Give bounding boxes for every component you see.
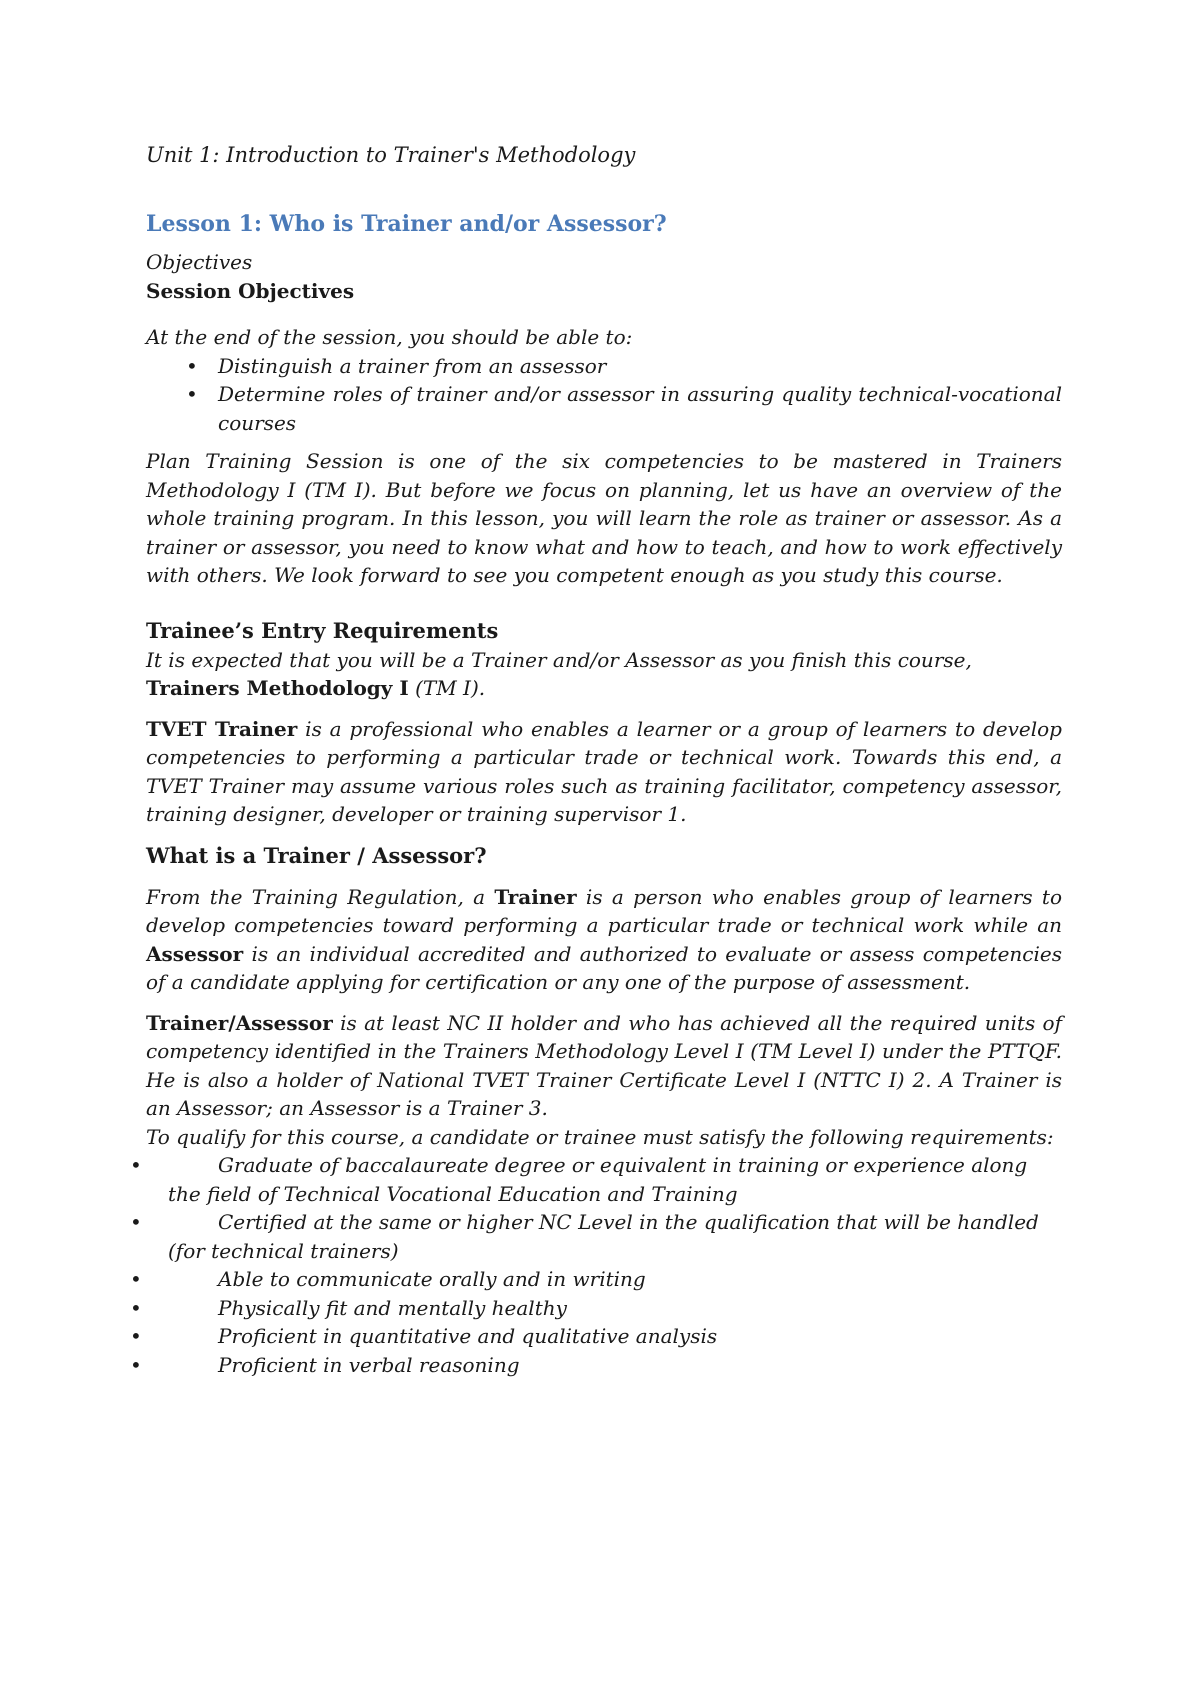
requirements-list bbox=[130, 1151, 1062, 1379]
unit-title: Unit 1: Introduction to Trainer's Methodology bbox=[146, 143, 636, 167]
bullet-icon: • bbox=[130, 1352, 142, 1377]
list-item bbox=[146, 352, 1062, 381]
qualification-paragraph bbox=[146, 1009, 1062, 1123]
list-item bbox=[146, 380, 1062, 437]
document-page bbox=[130, 140, 1062, 1379]
entry-requirements-lead bbox=[146, 646, 1062, 703]
what-is-heading: What is a Trainer / Assessor? bbox=[146, 842, 487, 868]
requirement-text: Proficient in quantitative and qualitative analysis bbox=[218, 1324, 718, 1348]
requirement-text: Able to communicate orally and in writing bbox=[218, 1267, 646, 1291]
list-item bbox=[130, 1208, 1062, 1265]
list-item bbox=[130, 1151, 1062, 1208]
qualify-line: To qualify for this course, a candidate or trainee must satisfy the following requirements: bbox=[146, 1124, 1054, 1149]
trainer-term: Trainer bbox=[494, 884, 577, 909]
bullet-icon: • bbox=[186, 382, 198, 406]
bullet-icon: • bbox=[130, 1210, 142, 1234]
course-name: Trainers Methodology I bbox=[146, 676, 409, 700]
trainer-assessor-term: Trainer/Assessor bbox=[146, 1010, 333, 1035]
requirement-text: Proficient in verbal reasoning bbox=[218, 1352, 520, 1377]
list-item bbox=[130, 1351, 1062, 1380]
definition-text: From the Training Regulation, a bbox=[146, 884, 495, 909]
bullet-icon: • bbox=[130, 1295, 142, 1320]
course-tail: (TM I). bbox=[408, 676, 486, 700]
assessor-term: Assessor bbox=[146, 941, 244, 966]
definition-text: is an individual accredited and authorized to evaluate or assess competencies of a candidate applying for certification or any one of the purpose of assessment. bbox=[146, 941, 1062, 994]
list-item bbox=[130, 1265, 1062, 1294]
list-item bbox=[130, 1322, 1062, 1351]
definition-text: is a person who enables group of learners to develop competencies toward performing a particular trade or technical work while an bbox=[146, 884, 1062, 937]
overview-paragraph: Plan Training Session is one of the six competencies to be mastered in Trainers Methodology I (TM I). But before we focus on planning, let us have an overview of the whole training program. In this lesson, you will learn the role as trainer or assessor. As a trainer or assessor, you need to know what and how to teach, and how to work effectively with others. We look forward to see you competent enough as you study this course. bbox=[146, 449, 1062, 587]
tvet-paragraph bbox=[146, 715, 1062, 829]
qualification-text: is at least NC II holder and who has achieved all the required units of competency identified in the Trainers Methodology Level I (TM Level I) under the PTTQF. He is also a holder of National TVET Trainer Certificate Level I (NTTC I) 2. A Trainer is an Assessor; an Assessor is a Trainer 3. bbox=[146, 1010, 1062, 1120]
bullet-icon: • bbox=[130, 1153, 142, 1177]
lesson-title: Lesson 1: Who is Trainer and/or Assessor? bbox=[146, 211, 667, 237]
entry-requirements-heading: Trainee’s Entry Requirements bbox=[146, 617, 499, 643]
tvet-term: TVET Trainer bbox=[146, 716, 298, 741]
definition-paragraph bbox=[146, 883, 1062, 997]
intro-line: At the end of the session, you should be able to: bbox=[146, 325, 633, 349]
requirement-text: Graduate of baccalaureate degree or equivalent in training or experience along the field of Technical Vocational Education and Training bbox=[168, 1153, 1028, 1206]
requirement-text: Certified at the same or higher NC Level in the qualification that will be handled (for technical trainers) bbox=[168, 1210, 1039, 1263]
bullet-icon: • bbox=[130, 1324, 142, 1348]
tvet-definition: is a professional who enables a learner or a group of learners to develop competencies to performing a particular trade or technical work. Towards this end, a TVET Trainer may assume various roles such as training facilitator, competency assessor, training designer, developer or training supervisor 1. bbox=[146, 716, 1062, 826]
objective-text: Determine roles of trainer and/or assessor in assuring quality technical-vocational courses bbox=[218, 382, 1062, 435]
session-objectives-label: Session Objectives bbox=[146, 279, 355, 303]
bullet-icon: • bbox=[130, 1267, 142, 1291]
objectives-list bbox=[146, 352, 1062, 438]
objectives-label: Objectives bbox=[146, 250, 253, 274]
lead-text: It is expected that you will be a Trainer and/or Assessor as you finish this course, bbox=[146, 647, 972, 672]
requirement-text: Physically fit and mentally healthy bbox=[218, 1295, 567, 1320]
bullet-icon: • bbox=[186, 353, 198, 378]
list-item bbox=[130, 1294, 1062, 1323]
objective-text: Distinguish a trainer from an assessor bbox=[218, 353, 607, 378]
